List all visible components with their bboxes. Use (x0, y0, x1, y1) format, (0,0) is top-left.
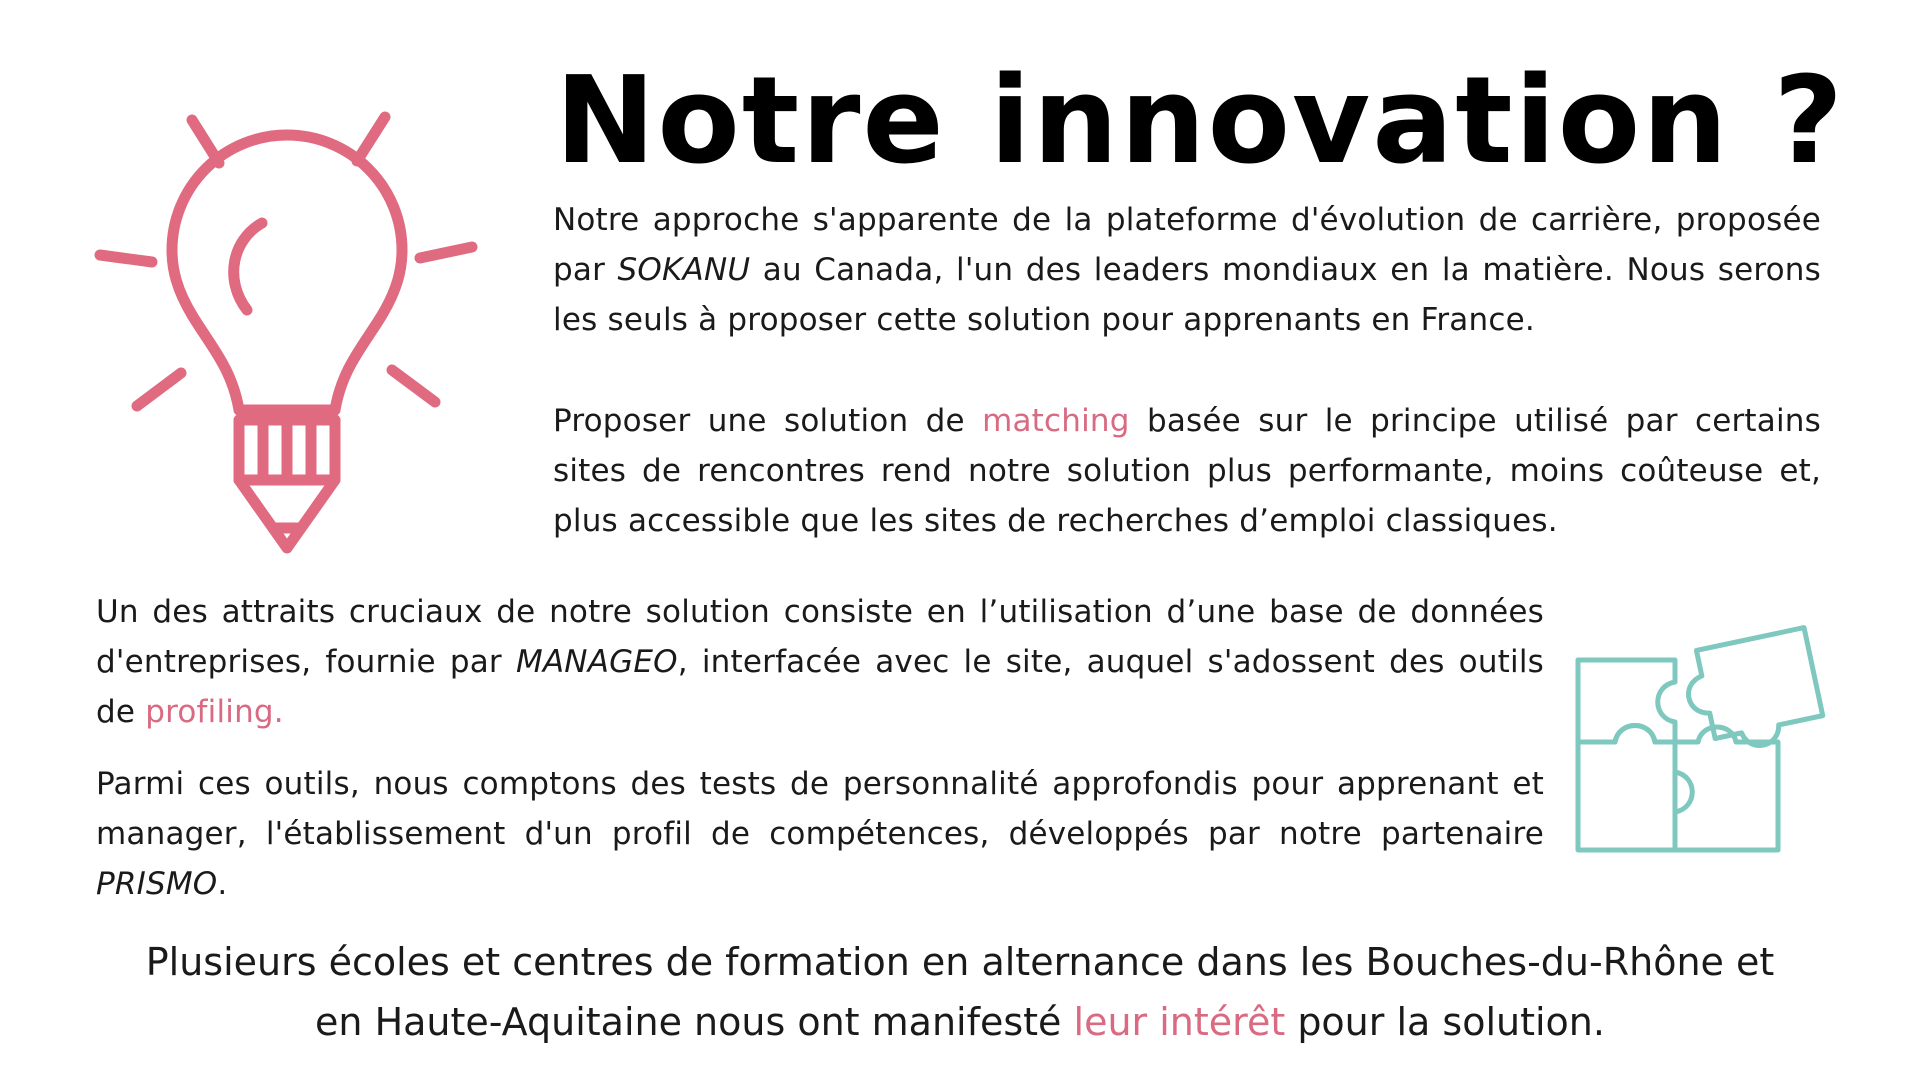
conclusion-text-start: Plusieurs écoles et centres de formation en alternance dans les Bouches-du-Rhône et en Haute-Aquitaine nous ont manifesté (145, 940, 1775, 1044)
puzzle-pieces-icon (1570, 600, 1850, 870)
tools-paragraph (96, 759, 1544, 909)
sokanu-brand: SOKANU (617, 252, 751, 288)
tools-text-end: . (217, 866, 228, 902)
matching-text-start: Proposer une solution de (553, 403, 983, 439)
tools-text-start: Parmi ces outils, nous comptons des tests de personnalité approfondis pour apprenant et manager, l'établissement d'un profil de compétences, développés par notre partenaire (96, 766, 1544, 852)
interest-highlight: leur intérêt (1073, 1000, 1286, 1044)
conclusion-paragraph (120, 932, 1800, 1052)
matching-highlight: matching (982, 403, 1130, 439)
database-paragraph (96, 587, 1544, 737)
lightbulb-pencil-icon (92, 100, 492, 560)
matching-text-end: basée sur le principe utilisé par certains sites de rencontres rend notre solution plus performante, moins coûteuse et, plus accessible que les sites de recherches d’emploi classiques. (553, 403, 1821, 539)
matching-paragraph (553, 396, 1821, 546)
page-title: Notre innovation ? (555, 52, 1845, 191)
intro-paragraph (553, 195, 1821, 345)
conclusion-text-end: pour la solution. (1285, 1000, 1605, 1044)
database-text-mid: , interfacée avec le site, auquel s'adossent des outils de (96, 644, 1544, 730)
intro-text-end: au Canada, l'un des leaders mondiaux en la matière. Nous serons les seuls à proposer cette solution pour apprenants en France. (553, 252, 1821, 338)
intro-text-start: Notre approche s'apparente de la plateforme d'évolution de carrière, proposée par (553, 202, 1821, 288)
manageo-brand: MANAGEO (515, 644, 678, 680)
database-text-start: Un des attraits cruciaux de notre solution consiste en l’utilisation d’une base de données d'entreprises, fournie par (96, 594, 1544, 680)
profiling-highlight: profiling. (145, 694, 284, 730)
prismo-brand: PRISMO (96, 866, 218, 902)
